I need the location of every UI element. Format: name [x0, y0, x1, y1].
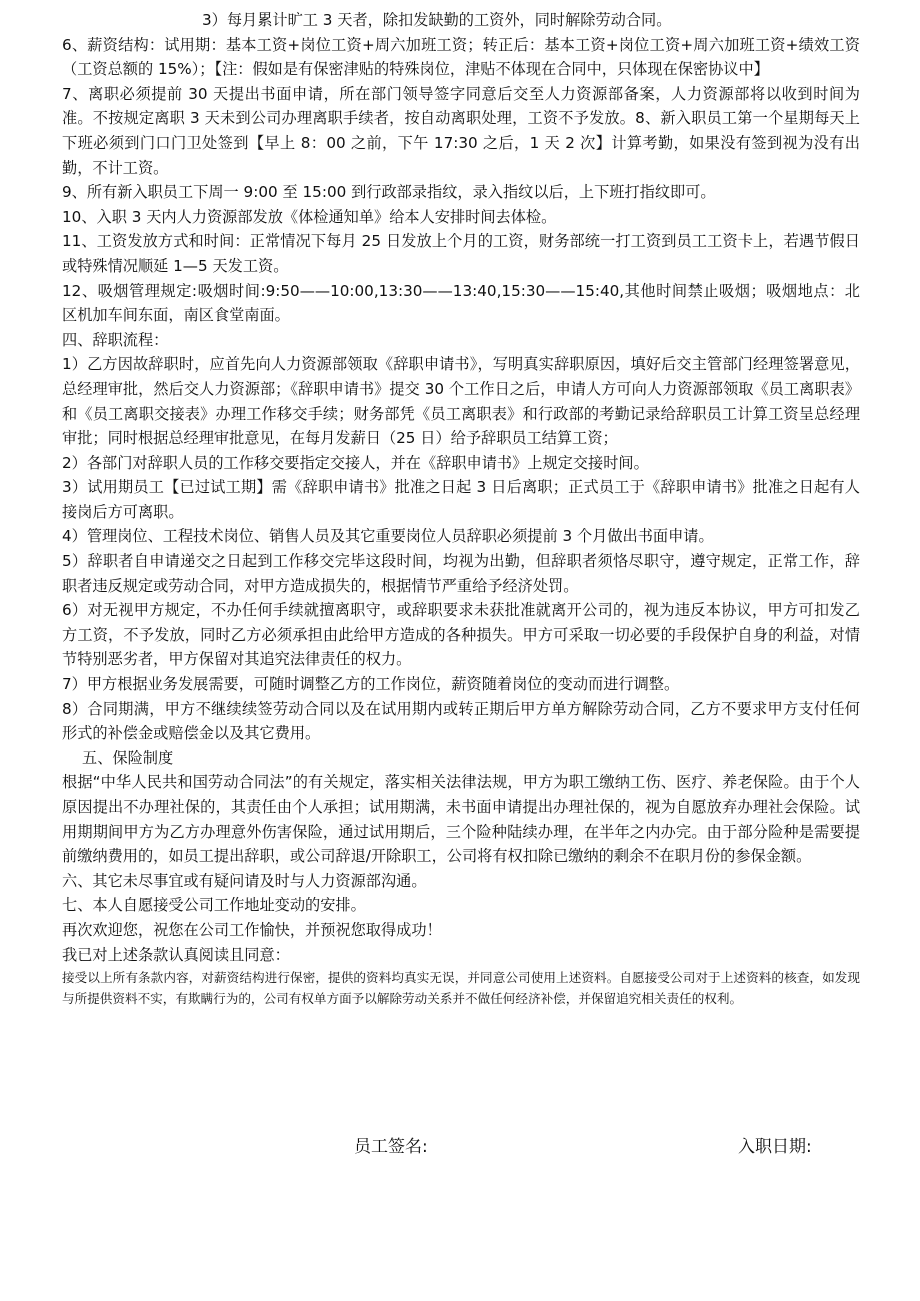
resign-item-1: 1）乙方因故辞职时，应首先向人力资源部领取《辞职申请书》，写明真实辞职原因，填好后交主管部门经理签署意见，总经理审批，然后交人力资源部；《辞职申请书》提交 30 个工作日之后，申请人方可向人力资源部领取《员工离职表》和《员工离职交接表》办理工作移交手续；财务部凭《员工离职表》和行政部的考勤记录给辞职员工计算工资呈总经理审批；同时根据总经理审批意见，在每月发薪日（25 日）给予辞职员工结算工资； [62, 355, 860, 448]
resign-item-4: 4）管理岗位、工程技术岗位、销售人员及其它重要岗位人员辞职必须提前 3 个月做出书面申请。 [62, 527, 714, 546]
clause-3-absence: 3）每月累计旷工 3 天者，除扣发缺勤的工资外，同时解除劳动合同。 [202, 11, 672, 29]
clause-7-resignation-notice: 7、离职必须提前 30 天提出书面申请，所在部门领导签字同意后交至人力资源部备案，人力资源部将以收到时间为准。不按规定离职 3 天未到公司办理离职手续者，按自动离职处理，工资不予发放。8、新入职员工第一个星期每天上下班必须到门口门卫处签到【早上 8：00 之前，下午 17:30 之后，1 天 2 次】计算考勤，如果没有签到视为没有出勤，不计工资。 [62, 84, 860, 177]
resign-item-7: 7）甲方根据业务发展需要，可随时调整乙方的工作岗位，薪资随着岗位的变动而进行调整。 [62, 675, 680, 694]
clause-11-payday: 11、工资发放方式和时间：正常情况下每月 25 日发放上个月的工资，财务部统一打工资到员工工资卡上，若遇节假日或特殊情况顺延 1—5 天发工资。 [62, 232, 860, 275]
welcome-line: 再次欢迎您，祝您在公司工作愉快，并预祝您取得成功！ [62, 920, 442, 939]
agreement-heading: 我已对上述条款认真阅读且同意： [62, 945, 290, 964]
clause-6-salary-structure: 6、薪资结构：试用期：基本工资+岗位工资+周六加班工资；转正后：基本工资+岗位工资+周六加班工资+绩效工资（工资总额的 15%）；【注：假如是有保密津贴的特殊岗位，津贴不体现在合同中，只体现在保密协议中】 [62, 35, 860, 79]
clause-9-fingerprint: 9、所有新入职员工下周一 9:00 至 15:00 到行政部录指纹，录入指纹以后，上下班打指纹即可。 [62, 183, 716, 202]
section-4-heading: 四、辞职流程： [62, 330, 169, 349]
resign-item-2: 2）各部门对辞职人员的工作移交要指定交接人，并在《辞职申请书》上规定交接时间。 [62, 453, 649, 472]
section-7-address: 七、本人自愿接受公司工作地址变动的安排。 [62, 896, 366, 915]
clause-10-medical-check: 10、入职 3 天内人力资源部发放《体检通知单》给本人安排时间去体检。 [62, 207, 557, 226]
section-6-other: 六、其它未尽事宜或有疑问请及时与人力资源部沟通。 [62, 871, 427, 890]
employee-signature-label: 员工签名: [354, 1137, 428, 1157]
resign-item-8: 8）合同期满，甲方不继续续签劳动合同以及在试用期内或转正期后甲方单方解除劳动合同，乙方不要求甲方支付任何形式的补偿金或赔偿金以及其它费用。 [62, 699, 860, 743]
insurance-paragraph: 根据“中华人民共和国劳动合同法”的有关规定，落实相关法律法规，甲方为职工缴纳工伤、医疗、养老保险。由于个人原因提出不办理社保的，其责任由个人承担；试用期满，未书面申请提出办理社保的，视为自愿放弃办理社会保险。试用期期间甲方为乙方办理意外伤害保险，通过试用期后，三个险种陆续办理，在半年之内办完。由于部分险种是需要提前缴纳费用的，如员工提出辞职，或公司辞退/开除职工，公司将有权扣除已缴纳的剩余不在职月份的参保金额。 [62, 773, 860, 866]
hire-date-label: 入职日期: [738, 1137, 812, 1157]
document-body [62, 8, 860, 1009]
resign-item-6: 6）对无视甲方规定，不办任何手续就擅离职守，或辞职要求未获批准就离开公司的，视为违反本协议，甲方可扣发乙方工资，不予发放，同时乙方必须承担由此给甲方造成的各种损失。甲方可采取一切必要的手段保护自身的利益，对情节特别恶劣者，甲方保留对其追究法律责任的权力。 [62, 601, 860, 669]
agreement-text: 接受以上所有条款内容，对薪资结构进行保密，提供的资料均真实无误，并同意公司使用上述资料。自愿接受公司对于上述资料的核查，如发现与所提供资料不实，有欺瞒行为的，公司有权单方面予以解除劳动关系并不做任何经济补偿，并保留追究相关责任的权利。 [62, 970, 860, 1007]
resign-item-3: 3）试用期员工【已过试工期】需《辞职申请书》批准之日起 3 日后离职；正式员工于《辞职申请书》批准之日起有人接岗后方可离职。 [62, 478, 860, 521]
signature-row [0, 1132, 920, 1162]
resign-item-5: 5）辞职者自申请递交之日起到工作移交完毕这段时间，均视为出勤，但辞职者须恪尽职守，遵守规定，正常工作，辞职者违反规定或劳动合同，对甲方造成损失的，根据情节严重给予经济处罚。 [62, 552, 860, 595]
clause-12-smoking: 12、吸烟管理规定:吸烟时间:9:50——10:00,13:30——13:40,15:30——15:40,其他时间禁止吸烟；吸烟地点：北区机加车间东面，南区食堂南面。 [62, 281, 860, 325]
section-5-heading: 五、保险制度 [82, 748, 174, 767]
